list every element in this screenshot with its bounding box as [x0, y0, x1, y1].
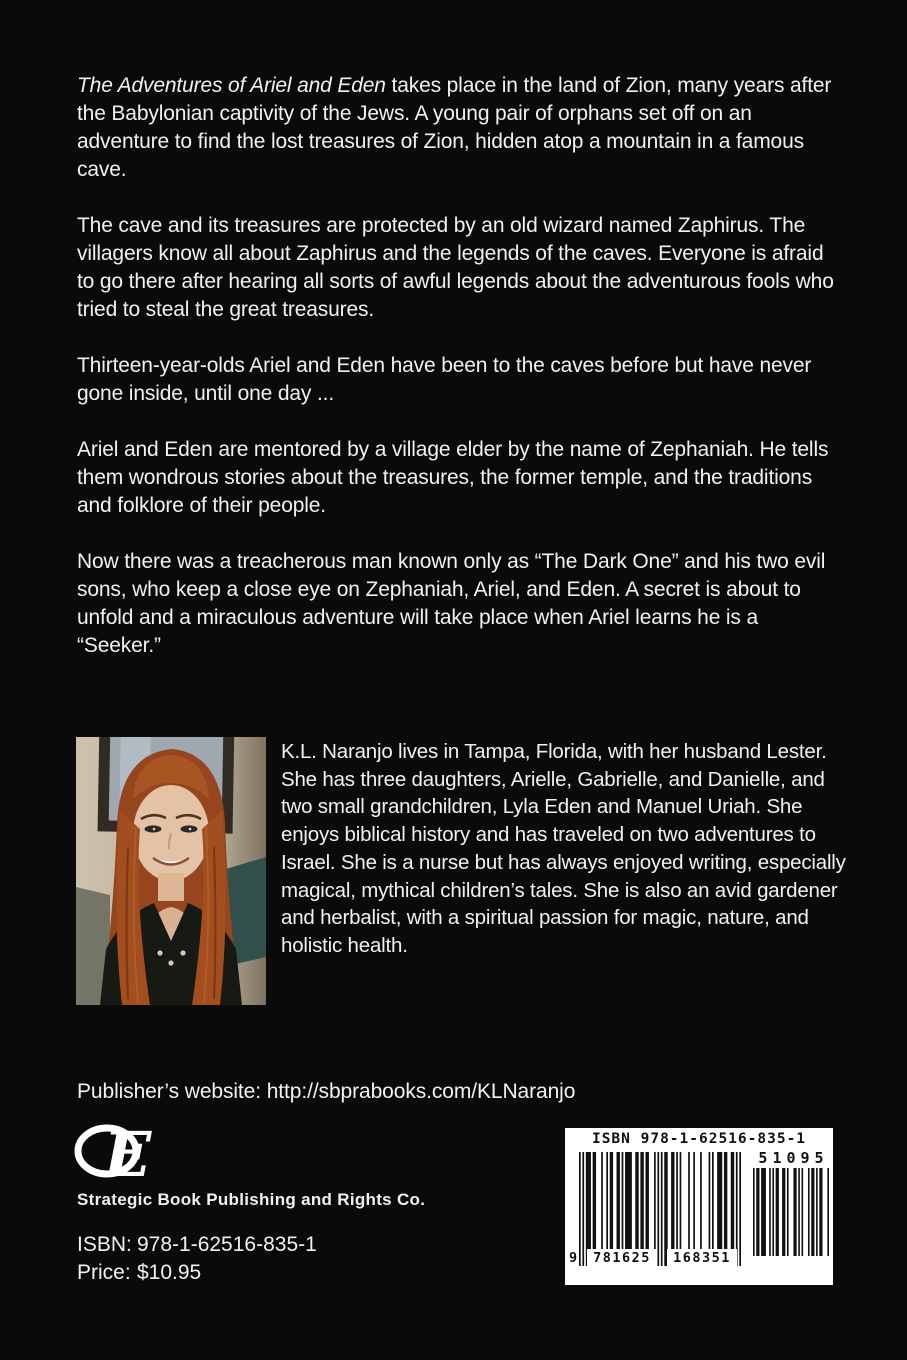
barcode-price-code: 51095 [758, 1149, 829, 1167]
synopsis-paragraph-3: Thirteen-year-olds Ariel and Eden have been to the caves before but have never gone inside, until one day ... [77, 354, 812, 405]
book-title-italic: The Adventures of Ariel and Eden [77, 74, 386, 97]
synopsis-paragraph-2: The cave and its treasures are protected by an old wizard named Zaphirus. The villagers know all about Zaphirus and the legends of the caves. Everyone is afraid to go there after hearing all sorts of awful legends about the adventurous fools who tried to steal the great treasures. [77, 214, 834, 321]
barcode-digits [569, 1249, 737, 1268]
isbn-label: ISBN: [77, 1233, 132, 1256]
author-bio: K.L. Naranjo lives in Tampa, Florida, with her husband Lester. She has three daughters, Arielle, Gabrielle, and Danielle, and two small grandchildren, Lyla Eden and Manuel Uriah. She enjoys biblical history and has traveled on two adventures to Israel. She is a nurse but has always enjoyed writing, especially magical, mythical children’s tales. She is also an avid gardener and herbalist, with a spiritual passion for magic, nature, and holistic health. [281, 740, 846, 957]
synopsis [77, 72, 843, 688]
publisher-name: Strategic Book Publishing and Rights Co. [77, 1190, 426, 1209]
barcode-digit-lead: 9 [569, 1250, 579, 1266]
author-photo [76, 737, 266, 1005]
synopsis-paragraph-4: Ariel and Eden are mentored by a village elder by the name of Zephaniah. He tells them wondrous stories about the treasures, the former temple, and the traditions and folklore of their people. [77, 438, 829, 517]
price-label: Price: [77, 1261, 131, 1284]
isbn-value: 978-1-62516-835-1 [137, 1233, 317, 1256]
isbn-line [77, 1233, 317, 1257]
barcode-digit-group-1: 781625 [587, 1249, 657, 1268]
publisher-logo-icon [74, 1121, 194, 1185]
barcode-box [565, 1128, 833, 1285]
barcode-supplement-bars [753, 1168, 829, 1256]
synopsis-paragraph-1-text: takes place in the land of Zion, many years after the Babylonian captivity of the Jews. A young pair of orphans set off on an adventure to find the lost treasures of Zion, hidden atop a mountain in a famous cave. [77, 74, 832, 181]
price-value: $10.95 [137, 1261, 202, 1284]
author-section [76, 737, 846, 1005]
price-line [77, 1261, 201, 1285]
synopsis-paragraph-5: Now there was a treacherous man known only as “The Dark One” and his two evil sons, who keep a close eye on Zephaniah, Ariel, and Eden. A secret is about to unfold and a miraculous adventure will take place when Ariel learns he is a “Seeker.” [77, 550, 826, 657]
logo-letter: E [104, 1121, 152, 1185]
publisher-website: Publisher’s website: http://sbprabooks.com/KLNaranjo [77, 1080, 576, 1103]
synopsis-paragraph-1 [77, 72, 843, 184]
barcode-digit-group-2: 168351 [667, 1249, 737, 1268]
barcode-isbn-text: ISBN 978-1-62516-835-1 [591, 1131, 807, 1147]
